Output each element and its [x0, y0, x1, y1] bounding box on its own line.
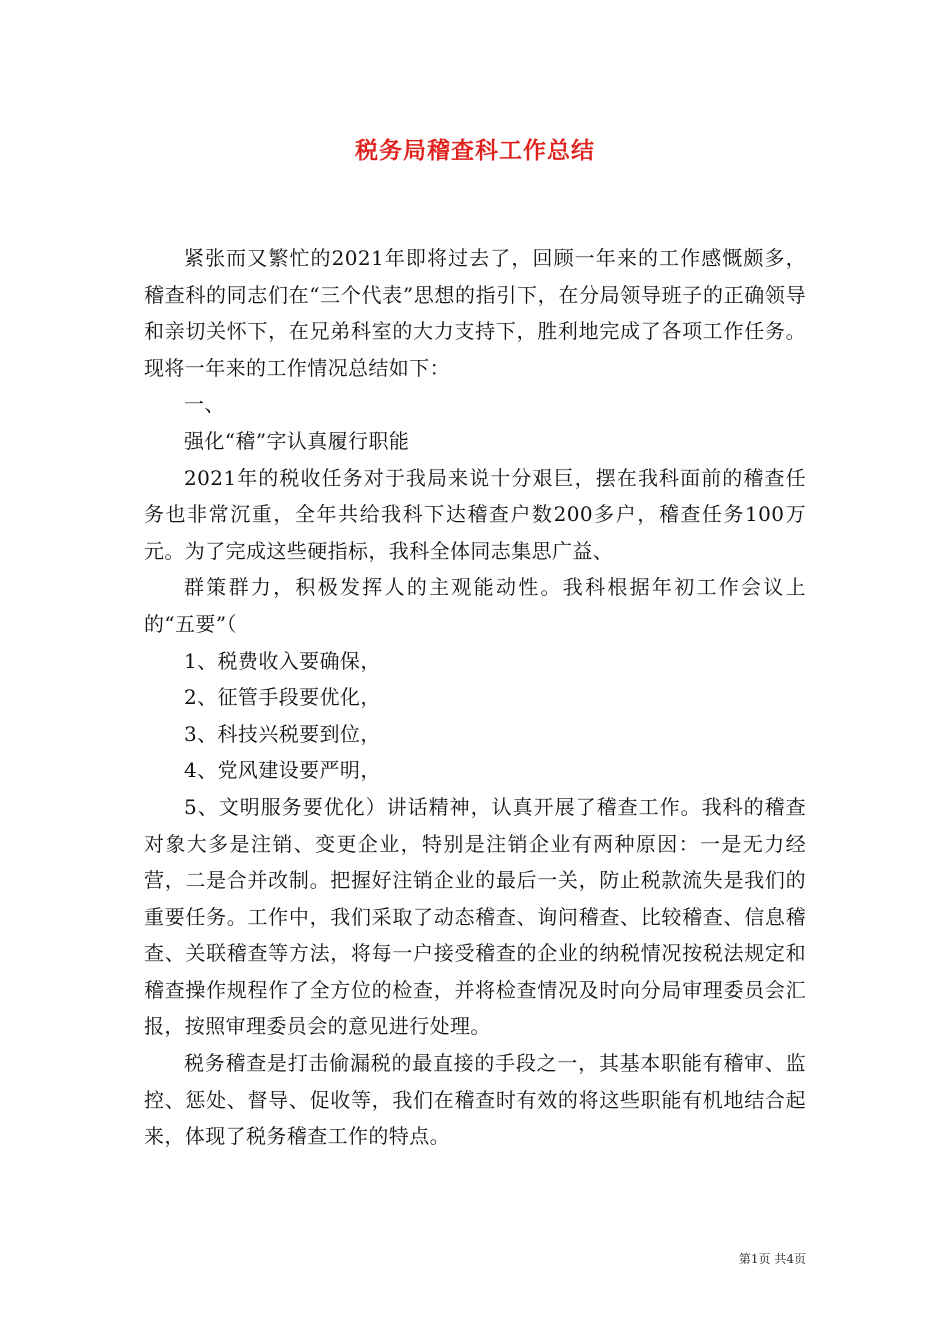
list-item-4: 4、党风建设要严明，: [184, 758, 381, 783]
document-title: 税务局稽查科工作总结: [355, 138, 595, 164]
paragraph-tax-task: 2021年的税收任务对于我局来说十分艰巨，摆在我科面前的稽查任务也非常沉重，全年共给我科下达稽查户数200多户，稽查任务100万元。为了完成这些硬指标，我科全体同志集思广益、: [144, 465, 806, 563]
list-item-1: 1、税费收入要确保，: [184, 648, 381, 673]
paragraph-inspection-functions: 税务稽查是打击偷漏税的最直接的手段之一，其基本职能有稽审、监控、惩处、督导、促收等，我们在稽查时有效的将这些职能有机地结合起来，体现了税务稽查工作的特点。: [144, 1051, 806, 1149]
document-body: [144, 240, 806, 1155]
paragraph-inspection-work: 5、文明服务要优化）讲话精神，认真开展了稽查工作。我科的稽查对象大多是注销、变更企业，特别是注销企业有两种原因：一是无力经营，二是合并改制。把握好注销企业的最后一关，防止税款流失是我们的重要任务。工作中，我们采取了动态稽查、询问稽查、比较稽查、信息稽查、关联稽查等方法，将每一户接受稽查的企业的纳税情况按税法规定和稽查操作规程作了全方位的检查，并将检查情况及时向分局审理委员会汇报，按照审理委员会的意见进行处理。: [144, 794, 806, 1039]
section-number: 一、: [184, 392, 225, 417]
paragraph-intro: 紧张而又繁忙的2021年即将过去了，回顾一年来的工作感慨颇多，稽查科的同志们在“三个代表”思想的指引下，在分局领导班子的正确领导和亲切关怀下，在兄弟科室的大力支持下，胜利地完成了各项工作任务。现将一年来的工作情况总结如下：: [144, 246, 806, 380]
list-item-3: 3、科技兴税要到位，: [184, 721, 381, 746]
section-heading: 强化“稽”字认真履行职能: [184, 428, 410, 453]
page-number: 第1页 共4页: [738, 1252, 806, 1266]
list-item-2: 2、征管手段要优化，: [184, 685, 381, 710]
paragraph-five-requirements: 群策群力，积极发挥人的主观能动性。我科根据年初工作会议上的“五要”（: [144, 575, 806, 636]
